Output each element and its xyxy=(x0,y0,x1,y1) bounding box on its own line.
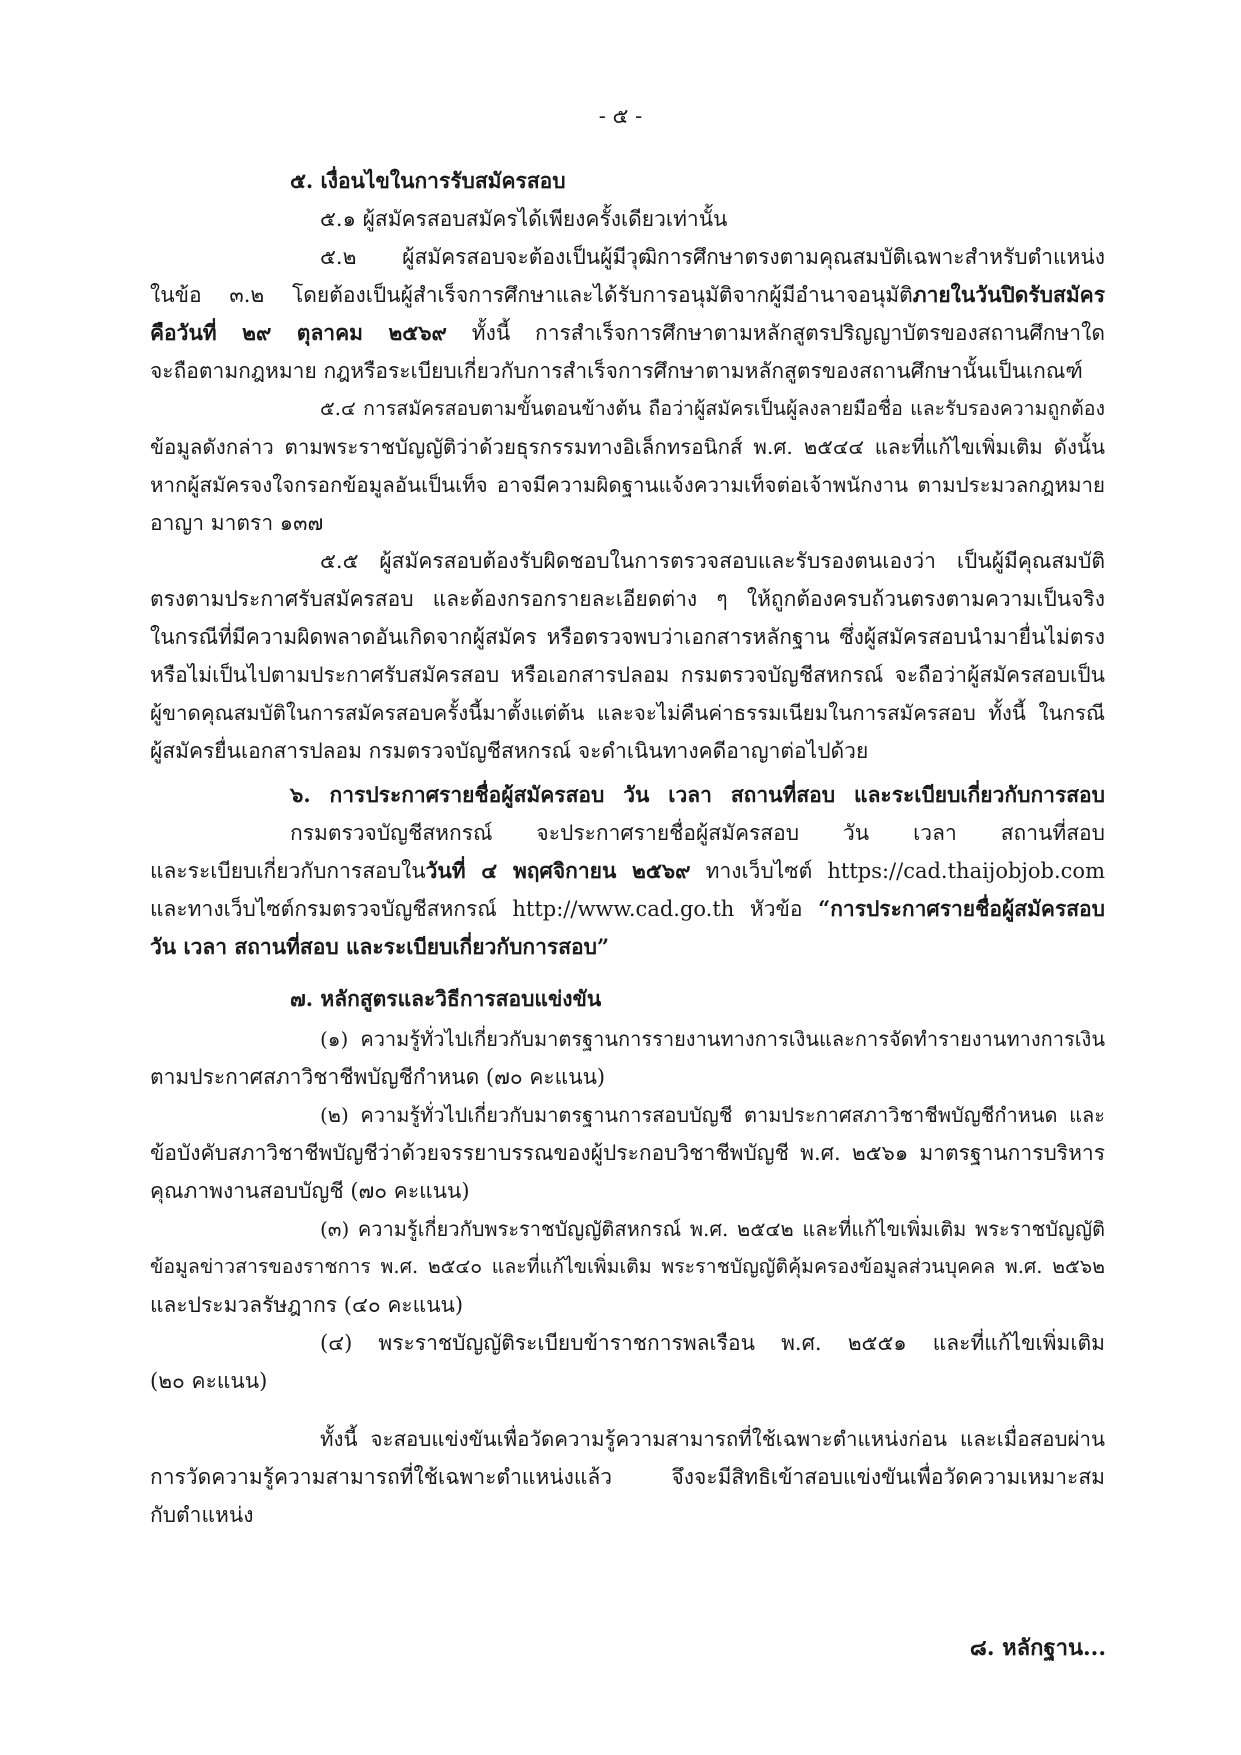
closing-date-phrase: ภายในวันปิดรับสมัคร xyxy=(912,282,1105,307)
section-5-4-line-2: ข้อมูลดังกล่าว ตามพระราชบัญญัติว่าด้วยธุรกรรมทางอิเล็กทรอนิกส์ พ.ศ. ๒๕๔๔ และที่แก้ไขเพิ่มเติม ดังนั้น xyxy=(150,435,1105,459)
section-5-1-text: ๕.๑ ผู้สมัครสอบสมัครได้เพียงครั้งเดียวเท่านั้น xyxy=(320,207,728,231)
section-5-2-line-1: ๕.๒ ผู้สมัครสอบจะต้องเป็นผู้มีวุฒิการศึกษาตรงตามคุณสมบัติเฉพาะสำหรับตำแหน่ง xyxy=(320,245,1105,269)
exam-note-line-3: กับตำแหน่ง xyxy=(150,1503,254,1527)
section-5-5-line-1: ๕.๕ ผู้สมัครสอบต้องรับผิดชอบในการตรวจสอบและรับรองตนเองว่า เป็นผู้มีคุณสมบัติ xyxy=(320,549,1105,573)
section-5-2-line-3: คือวันที่ ๒๙ ตุลาคม ๒๕๖๙ ทั้งนี้ การสำเร็จการศึกษาตามหลักสูตรปริญญาบัตรของสถานศึกษาใด xyxy=(150,320,1105,345)
exam-item-1-line-1: (๑) ความรู้ทั่วไปเกี่ยวกับมาตรฐานการรายงานทางการเงินและการจัดทำรายงานทางการเงิน xyxy=(320,1027,1105,1051)
section-5-2-line-4: จะถือตามกฎหมาย กฎหรือระเบียบเกี่ยวกับการสำเร็จการศึกษาตามหลักสูตรของสถานศึกษานั้นเป็นเกณฑ์ xyxy=(150,359,1083,383)
website-url-2: และทางเว็บไซต์กรมตรวจบัญชีสหกรณ์ http://www.cad.go.th หัวข้อ xyxy=(150,897,819,921)
section-7-heading: ๗. หลักสูตรและวิธีการสอบแข่งขัน xyxy=(290,986,602,1011)
section-6-heading: ๖. การประกาศรายชื่อผู้สมัครสอบ วัน เวลา สถานที่สอบ และระเบียบเกี่ยวกับการสอบ xyxy=(290,782,1105,807)
section-5-4-line-3: หากผู้สมัครจงใจกรอกข้อมูลอันเป็นเท็จ อาจมีความผิดฐานแจ้งความเท็จต่อเจ้าพนักงาน ตามประมวลกฎหมาย xyxy=(150,473,1105,497)
announcement-topic: “การประกาศรายชื่อผู้สมัครสอบ xyxy=(818,896,1105,921)
exam-item-3-line-1: (๓) ความรู้เกี่ยวกับพระราชบัญญัติสหกรณ์ พ.ศ. ๒๕๔๒ และที่แก้ไขเพิ่มเติม พระราชบัญญัติ xyxy=(320,1217,1105,1241)
section-6-line-2: และระเบียบเกี่ยวกับการสอบในวันที่ ๔ พฤศจิกายน ๒๕๖๙ ทางเว็บไซต์ https://cad.thaijobjob.com xyxy=(150,858,1105,883)
exam-item-3-line-3: และประมวลรัษฎากร (๔๐ คะแนน) xyxy=(150,1293,464,1317)
announcement-date: วันที่ ๔ พฤศจิกายน ๒๕๖๙ xyxy=(425,858,691,883)
exam-item-3-line-2: ข้อมูลข่าวสารของราชการ พ.ศ. ๒๕๔๐ และที่แก้ไขเพิ่มเติม พระราชบัญญัติคุ้มครองข้อมูลส่วนบุคคล พ.ศ. ๒๕๖๒ xyxy=(150,1255,1105,1278)
exam-item-2-line-1: (๒) ความรู้ทั่วไปเกี่ยวกับมาตรฐานการสอบบัญชี ตามประกาศสภาวิชาชีพบัญชีกำหนด และ xyxy=(320,1103,1105,1127)
section-5-4-line-1: ๕.๔ การสมัครสอบตามขั้นตอนข้างต้น ถือว่าผู้สมัครเป็นผู้ลงลายมือชื่อ และรับรองความถูกต้อง xyxy=(320,397,1105,420)
website-url-1: ทางเว็บไซต์ https://cad.thaijobjob.com xyxy=(690,859,1105,883)
section-5-5-line-6: ผู้สมัครยื่นเอกสารปลอม กรมตรวจบัญชีสหกรณ์ จะดำเนินทางคดีอาญาต่อไปด้วย xyxy=(150,739,869,763)
exam-note-line-2: การวัดความรู้ความสามารถที่ใช้เฉพาะตำแหน่งแล้ว จึงจะมีสิทธิเข้าสอบแข่งขันเพื่อวัดความเหมาะสม xyxy=(150,1465,1105,1489)
page-number: - ๕ - xyxy=(598,104,643,128)
section-5-5-line-5: ผู้ขาดคุณสมบัติในการสมัครสอบครั้งนี้มาตั้งแต่ต้น และจะไม่คืนค่าธรรมเนียมในการสมัครสอบ ทั้งนี้ ในกรณี xyxy=(150,701,1105,725)
exam-item-4-line-2: (๒๐ คะแนน) xyxy=(150,1369,268,1393)
continuation-footer: ๘. หลักฐาน... xyxy=(969,1635,1106,1661)
section-5-2-line-2: ในข้อ ๓.๒ โดยต้องเป็นผู้สำเร็จการศึกษาและได้รับการอนุมัติจากผู้มีอำนาจอนุมัติภายในวันปิดรับสมัคร xyxy=(150,282,1105,307)
exam-item-2-line-3: คุณภาพงานสอบบัญชี (๗๐ คะแนน) xyxy=(150,1179,470,1203)
section-5-5-line-4: หรือไม่เป็นไปตามประกาศรับสมัครสอบ หรือเอกสารปลอม กรมตรวจบัญชีสหกรณ์ จะถือว่าผู้สมัครสอบเป็น xyxy=(150,663,1105,687)
section-5-4-line-4: อาญา มาตรา ๑๓๗ xyxy=(150,511,324,535)
exam-item-2-line-2: ข้อบังคับสภาวิชาชีพบัญชีว่าด้วยจรรยาบรรณของผู้ประกอบวิชาชีพบัญชี พ.ศ. ๒๕๖๑ มาตรฐานการบริหาร xyxy=(150,1141,1105,1165)
section-6-line-4: วัน เวลา สถานที่สอบ และระเบียบเกี่ยวกับการสอบ” xyxy=(150,934,610,959)
section-6-line-3 xyxy=(150,890,1105,928)
section-5-heading: ๕. เงื่อนไขในการรับสมัครสอบ xyxy=(290,168,566,193)
section-5-5-line-2: ตรงตามประกาศรับสมัครสอบ และต้องกรอกรายละเอียดต่าง ๆ ให้ถูกต้องครบถ้วนตรงตามความเป็นจริง xyxy=(150,587,1105,611)
exam-item-4-line-1: (๔) พระราชบัญญัติระเบียบข้าราชการพลเรือน พ.ศ. ๒๕๕๑ และที่แก้ไขเพิ่มเติม xyxy=(320,1331,1105,1355)
exam-note-line-1: ทั้งนี้ จะสอบแข่งขันเพื่อวัดความรู้ความสามารถที่ใช้เฉพาะตำแหน่งก่อน และเมื่อสอบผ่าน xyxy=(320,1427,1105,1451)
closing-date: คือวันที่ ๒๙ ตุลาคม ๒๕๖๙ xyxy=(150,320,447,345)
section-5-5-line-3: ในกรณีที่มีความผิดพลาดอันเกิดจากผู้สมัคร หรือตรวจพบว่าเอกสารหลักฐาน ซึ่งผู้สมัครสอบนำมายื่นไม่ตรง xyxy=(150,625,1105,649)
section-6-line-1: กรมตรวจบัญชีสหกรณ์ จะประกาศรายชื่อผู้สมัครสอบ วัน เวลา สถานที่สอบ xyxy=(290,821,1105,845)
exam-item-1-line-2: ตามประกาศสภาวิชาชีพบัญชีกำหนด (๗๐ คะแนน) xyxy=(150,1065,606,1089)
